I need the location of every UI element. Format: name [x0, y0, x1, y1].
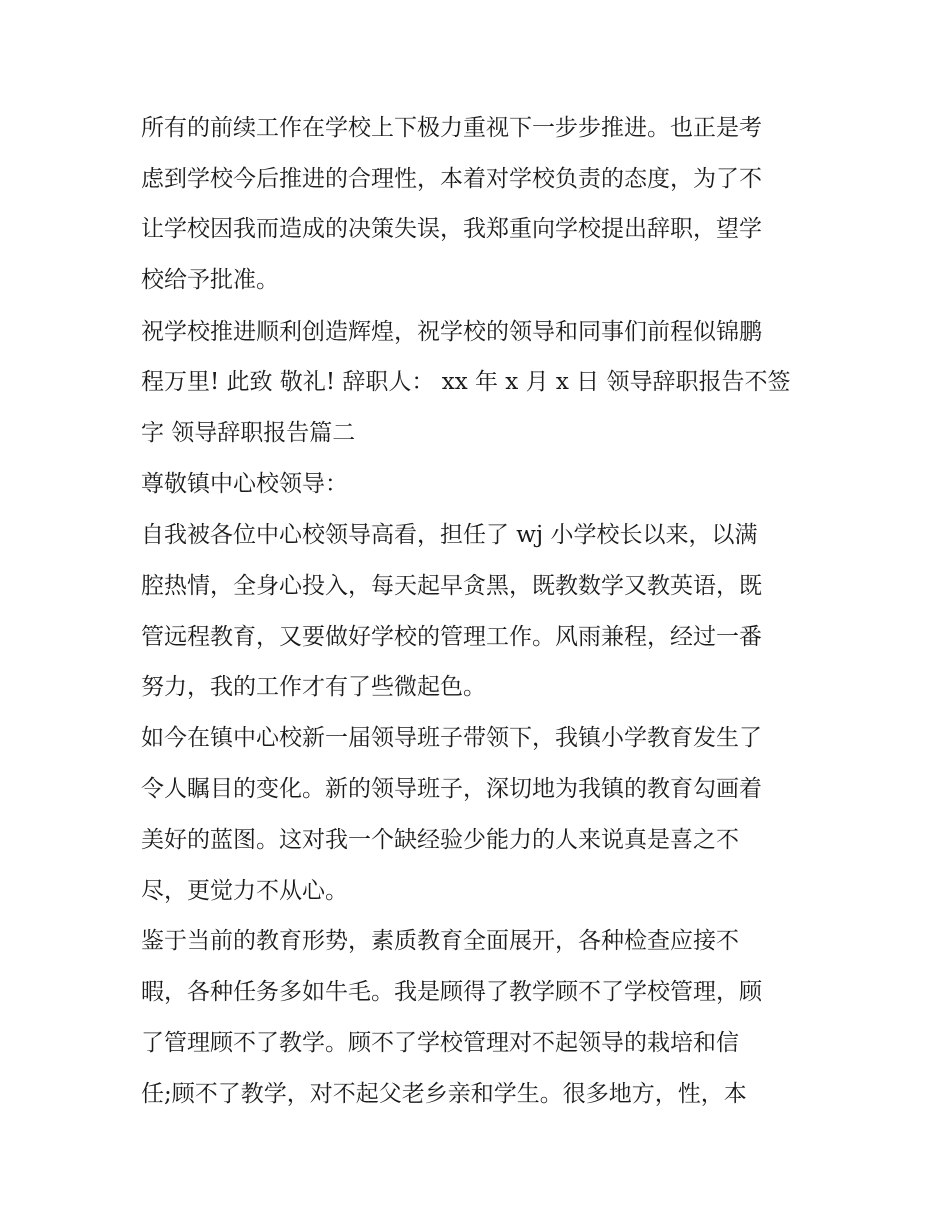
text-line: 腔热情，全身心投入，每天起早贪黑，既教数学又教英语，既	[141, 573, 762, 599]
text-line: 如今在镇中心校新一届领导班子带领下，我镇小学教育发生了	[141, 725, 762, 751]
text-line: 尽，更觉力不从心。	[141, 878, 348, 904]
text-line: 自我被各位中心校领导高看，担任了 wj 小学校长以来，以满	[141, 522, 758, 548]
text-line: 令人瞩目的变化。新的领导班子，深切地为我镇的教育勾画着	[141, 776, 762, 802]
text-line: 任;顾不了教学，对不起父老乡亲和学生。很多地方，性，本	[141, 1081, 747, 1107]
text-line: 尊敬镇中心校领导：	[141, 471, 348, 497]
text-line: 鉴于当前的教育形势，素质教育全面展开，各种检查应接不	[141, 928, 739, 954]
text-line: 暇，各种任务多如牛毛。我是顾得了教学顾不了学校管理，顾	[141, 979, 762, 1005]
text-line: 程万里! 此致 敬礼! 辞职人： xx 年 x 月 x 日 领导辞职报告不签	[141, 369, 791, 395]
text-line: 祝学校推进顺利创造辉煌，祝学校的领导和同事们前程似锦鹏	[141, 319, 762, 345]
text-line: 字 领导辞职报告篇二	[141, 420, 356, 446]
text-line: 所有的前续工作在学校上下极力重视下一步步推进。也正是考	[141, 115, 762, 141]
text-line: 努力，我的工作才有了些微起色。	[141, 674, 486, 700]
text-line: 虑到学校今后推进的合理性，本着对学校负责的态度，为了不	[141, 166, 762, 192]
text-line: 管远程教育，又要做好学校的管理工作。风雨兼程，经过一番	[141, 624, 762, 650]
text-line: 让学校因我而造成的决策失误，我郑重向学校提出辞职，望学	[141, 216, 762, 242]
text-line: 了管理顾不了教学。顾不了学校管理对不起领导的栽培和信	[141, 1030, 739, 1056]
text-line: 美好的蓝图。这对我一个缺经验少能力的人来说真是喜之不	[141, 827, 739, 853]
text-line: 校给予批准。	[141, 267, 279, 293]
